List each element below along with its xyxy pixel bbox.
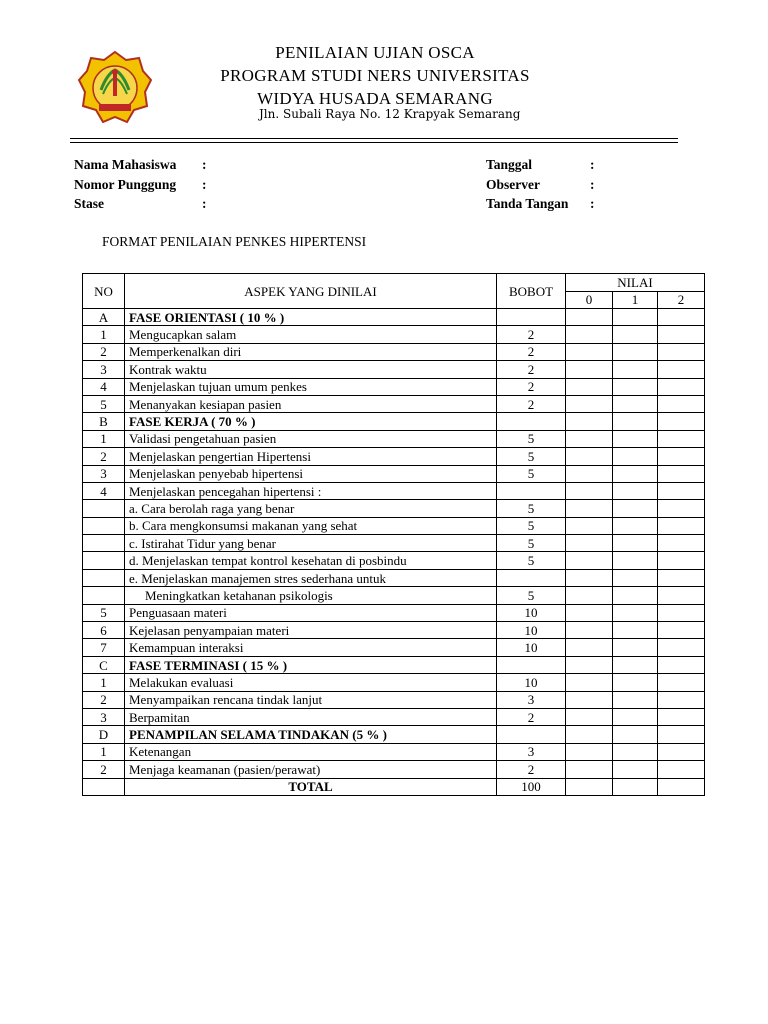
row-bobot: 10 <box>497 622 566 639</box>
row-no <box>83 517 125 534</box>
score-cell-0[interactable] <box>566 639 613 656</box>
score-cell-0[interactable] <box>566 778 613 795</box>
table-row-total <box>83 778 705 795</box>
score-cell-1[interactable] <box>613 535 658 552</box>
row-no: 2 <box>83 448 125 465</box>
row-aspek: FASE TERMINASI ( 15 % ) <box>125 656 497 673</box>
table-row <box>83 622 705 639</box>
score-cell-0[interactable] <box>566 413 613 430</box>
score-cell-2[interactable] <box>658 761 705 778</box>
score-cell-2[interactable] <box>658 309 705 326</box>
score-cell-1[interactable] <box>613 691 658 708</box>
row-no: 1 <box>83 326 125 343</box>
row-no: 2 <box>83 343 125 360</box>
score-cell-2[interactable] <box>658 639 705 656</box>
score-cell-0[interactable] <box>566 552 613 569</box>
score-cell-2[interactable] <box>658 517 705 534</box>
score-cell-2[interactable] <box>658 395 705 412</box>
score-cell-2[interactable] <box>658 656 705 673</box>
row-aspek: Menjelaskan penyebab hipertensi <box>125 465 497 482</box>
table-row <box>83 587 705 604</box>
row-bobot: 2 <box>497 395 566 412</box>
score-cell-1[interactable] <box>613 378 658 395</box>
score-cell-1[interactable] <box>613 517 658 534</box>
table-section-row <box>83 656 705 673</box>
row-bobot: 10 <box>497 604 566 621</box>
row-no: 1 <box>83 674 125 691</box>
score-cell-1[interactable] <box>613 465 658 482</box>
table-row <box>83 569 705 586</box>
score-cell-0[interactable] <box>566 726 613 743</box>
score-cell-1[interactable] <box>613 326 658 343</box>
form-title: FORMAT PENILAIAN PENKES HIPERTENSI <box>102 234 367 249</box>
score-cell-0[interactable] <box>566 482 613 499</box>
score-cell-2[interactable] <box>658 708 705 725</box>
row-no <box>83 552 125 569</box>
header-title-line1: PENILAIAN UJIAN OSCA <box>275 43 475 62</box>
table-row <box>83 517 705 534</box>
table-row <box>83 708 705 725</box>
header-no: NO <box>83 274 125 309</box>
row-no <box>83 587 125 604</box>
row-bobot <box>497 726 566 743</box>
row-bobot: 5 <box>497 535 566 552</box>
university-logo <box>77 50 153 126</box>
row-bobot <box>497 413 566 430</box>
score-cell-2[interactable] <box>658 482 705 499</box>
score-cell-1[interactable] <box>613 726 658 743</box>
row-no: B <box>83 413 125 430</box>
row-aspek: PENAMPILAN SELAMA TINDAKAN (5 % ) <box>125 726 497 743</box>
score-cell-1[interactable] <box>613 413 658 430</box>
table-row <box>83 395 705 412</box>
score-cell-0[interactable] <box>566 761 613 778</box>
row-no: 4 <box>83 482 125 499</box>
row-bobot: 3 <box>497 743 566 760</box>
table-row <box>83 482 705 499</box>
score-cell-2[interactable] <box>658 552 705 569</box>
table-row <box>83 535 705 552</box>
table-row <box>83 378 705 395</box>
row-aspek: Ketenangan <box>125 743 497 760</box>
table-row <box>83 691 705 708</box>
table-row <box>83 604 705 621</box>
assessment-table <box>82 273 705 796</box>
table-row <box>83 465 705 482</box>
score-cell-2[interactable] <box>658 465 705 482</box>
row-aspek: Melakukan evaluasi <box>125 674 497 691</box>
row-no: 4 <box>83 378 125 395</box>
score-cell-0[interactable] <box>566 674 613 691</box>
score-cell-2[interactable] <box>658 604 705 621</box>
score-cell-2[interactable] <box>658 691 705 708</box>
score-cell-2[interactable] <box>658 726 705 743</box>
score-cell-2[interactable] <box>658 622 705 639</box>
row-aspek: Kejelasan penyampaian materi <box>125 622 497 639</box>
score-cell-2[interactable] <box>658 587 705 604</box>
score-cell-0[interactable] <box>566 448 613 465</box>
row-aspek: e. Menjelaskan manajemen stres sederhana untuk <box>125 569 497 586</box>
table-section-row <box>83 413 705 430</box>
row-aspek: Menyampaikan rencana tindak lanjut <box>125 691 497 708</box>
score-cell-1[interactable] <box>613 639 658 656</box>
table-row <box>83 743 705 760</box>
table-section-row <box>83 726 705 743</box>
score-cell-0[interactable] <box>566 587 613 604</box>
row-no: 2 <box>83 761 125 778</box>
row-aspek: Menjelaskan pengertian Hipertensi <box>125 448 497 465</box>
row-aspek: b. Cara mengkonsumsi makanan yang sehat <box>125 517 497 534</box>
row-aspek: Menjelaskan pencegahan hipertensi : <box>125 482 497 499</box>
row-no: D <box>83 726 125 743</box>
score-cell-1[interactable] <box>613 448 658 465</box>
score-cell-1[interactable] <box>613 743 658 760</box>
score-cell-1[interactable] <box>613 552 658 569</box>
field-stase: Stase : <box>74 196 207 211</box>
score-cell-1[interactable] <box>613 656 658 673</box>
score-cell-2[interactable] <box>658 674 705 691</box>
score-cell-1[interactable] <box>613 395 658 412</box>
score-cell-2[interactable] <box>658 778 705 795</box>
score-cell-0[interactable] <box>566 569 613 586</box>
row-bobot: 5 <box>497 448 566 465</box>
table-row <box>83 430 705 447</box>
score-cell-2[interactable] <box>658 569 705 586</box>
row-aspek: Kontrak waktu <box>125 361 497 378</box>
score-cell-2[interactable] <box>658 326 705 343</box>
score-cell-0[interactable] <box>566 378 613 395</box>
score-cell-1[interactable] <box>613 569 658 586</box>
row-aspek: Berpamitan <box>125 708 497 725</box>
row-bobot <box>497 656 566 673</box>
row-aspek: Menjelaskan tujuan umum penkes <box>125 378 497 395</box>
header-nilai-2: 2 <box>658 291 705 309</box>
header-aspek: ASPEK YANG DINILAI <box>125 274 497 309</box>
row-no: 5 <box>83 395 125 412</box>
table-row <box>83 761 705 778</box>
total-bobot: 100 <box>497 778 566 795</box>
score-cell-0[interactable] <box>566 395 613 412</box>
row-no: 5 <box>83 604 125 621</box>
row-aspek: FASE ORIENTASI ( 10 % ) <box>125 309 497 326</box>
header-divider <box>70 138 678 139</box>
score-cell-0[interactable] <box>566 708 613 725</box>
row-no <box>83 535 125 552</box>
score-cell-1[interactable] <box>613 674 658 691</box>
score-cell-1[interactable] <box>613 361 658 378</box>
table-row <box>83 361 705 378</box>
row-aspek: Memperkenalkan diri <box>125 343 497 360</box>
score-cell-0[interactable] <box>566 343 613 360</box>
row-bobot: 2 <box>497 761 566 778</box>
row-no: 3 <box>83 361 125 378</box>
row-aspek: FASE KERJA ( 70 % ) <box>125 413 497 430</box>
score-cell-2[interactable] <box>658 430 705 447</box>
score-cell-1[interactable] <box>613 622 658 639</box>
field-tanda-tangan: Tanda Tangan : <box>486 196 595 211</box>
row-no <box>83 500 125 517</box>
field-observer: Observer : <box>486 177 595 192</box>
row-bobot: 5 <box>497 430 566 447</box>
score-cell-0[interactable] <box>566 465 613 482</box>
score-cell-0[interactable] <box>566 691 613 708</box>
row-aspek: Kemampuan interaksi <box>125 639 497 656</box>
row-bobot: 5 <box>497 500 566 517</box>
row-bobot: 2 <box>497 361 566 378</box>
field-nomor-punggung: Nomor Punggung : <box>74 177 207 192</box>
row-bobot <box>497 482 566 499</box>
score-cell-0[interactable] <box>566 430 613 447</box>
total-label: TOTAL <box>125 778 497 795</box>
row-bobot: 10 <box>497 674 566 691</box>
row-aspek: a. Cara berolah raga yang benar <box>125 500 497 517</box>
score-cell-2[interactable] <box>658 535 705 552</box>
score-cell-2[interactable] <box>658 743 705 760</box>
score-cell-0[interactable] <box>566 535 613 552</box>
score-cell-0[interactable] <box>566 500 613 517</box>
row-bobot: 5 <box>497 517 566 534</box>
score-cell-2[interactable] <box>658 413 705 430</box>
score-cell-2[interactable] <box>658 500 705 517</box>
row-bobot: 2 <box>497 326 566 343</box>
score-cell-0[interactable] <box>566 309 613 326</box>
header-title-line2: PROGRAM STUDI NERS UNIVERSITAS <box>220 66 530 85</box>
row-aspek: Meningkatkan ketahanan psikologis <box>125 587 497 604</box>
score-cell-1[interactable] <box>613 343 658 360</box>
row-bobot: 5 <box>497 552 566 569</box>
header-nilai-1: 1 <box>613 291 658 309</box>
score-cell-1[interactable] <box>613 761 658 778</box>
score-cell-1[interactable] <box>613 778 658 795</box>
score-cell-1[interactable] <box>613 430 658 447</box>
field-tanggal: Tanggal : <box>486 157 595 172</box>
row-aspek: c. Istirahat Tidur yang benar <box>125 535 497 552</box>
row-no: 3 <box>83 708 125 725</box>
table-row <box>83 326 705 343</box>
score-cell-1[interactable] <box>613 708 658 725</box>
score-cell-2[interactable] <box>658 343 705 360</box>
row-aspek: Menanyakan kesiapan pasien <box>125 395 497 412</box>
row-bobot: 2 <box>497 708 566 725</box>
table-row <box>83 639 705 656</box>
header-divider-double <box>70 142 678 143</box>
table-row <box>83 343 705 360</box>
score-cell-1[interactable] <box>613 482 658 499</box>
score-cell-2[interactable] <box>658 378 705 395</box>
score-cell-1[interactable] <box>613 604 658 621</box>
row-no: A <box>83 309 125 326</box>
table-row <box>83 500 705 517</box>
row-no: 6 <box>83 622 125 639</box>
score-cell-0[interactable] <box>566 604 613 621</box>
row-bobot: 2 <box>497 343 566 360</box>
score-cell-2[interactable] <box>658 448 705 465</box>
score-cell-0[interactable] <box>566 743 613 760</box>
row-no: 1 <box>83 430 125 447</box>
table-row <box>83 552 705 569</box>
row-aspek: Validasi pengetahuan pasien <box>125 430 497 447</box>
table-body <box>83 309 705 779</box>
row-no: 7 <box>83 639 125 656</box>
row-no: 3 <box>83 465 125 482</box>
total-no <box>83 778 125 795</box>
row-no: 1 <box>83 743 125 760</box>
table-row <box>83 448 705 465</box>
row-bobot: 5 <box>497 465 566 482</box>
score-cell-0[interactable] <box>566 622 613 639</box>
header-nilai: NILAI <box>566 274 705 292</box>
row-aspek: Penguasaan materi <box>125 604 497 621</box>
table-section-row <box>83 309 705 326</box>
row-bobot: 2 <box>497 378 566 395</box>
score-cell-1[interactable] <box>613 587 658 604</box>
score-cell-1[interactable] <box>613 500 658 517</box>
row-no: 2 <box>83 691 125 708</box>
score-cell-2[interactable] <box>658 361 705 378</box>
row-bobot: 10 <box>497 639 566 656</box>
row-aspek: Menjaga keamanan (pasien/perawat) <box>125 761 497 778</box>
row-bobot <box>497 309 566 326</box>
score-cell-0[interactable] <box>566 326 613 343</box>
row-bobot <box>497 569 566 586</box>
row-bobot: 3 <box>497 691 566 708</box>
header-bobot: BOBOT <box>497 274 566 309</box>
header-nilai-0: 0 <box>566 291 613 309</box>
row-no <box>83 569 125 586</box>
table-row <box>83 674 705 691</box>
score-cell-0[interactable] <box>566 656 613 673</box>
header-title-line3: WIDYA HUSADA SEMARANG <box>257 89 493 108</box>
score-cell-0[interactable] <box>566 361 613 378</box>
score-cell-0[interactable] <box>566 517 613 534</box>
row-aspek: Mengucapkan salam <box>125 326 497 343</box>
row-no: C <box>83 656 125 673</box>
field-nama-mahasiswa: Nama Mahasiswa : <box>74 157 207 172</box>
score-cell-1[interactable] <box>613 309 658 326</box>
row-bobot: 5 <box>497 587 566 604</box>
header-address: Jln. Subali Raya No. 12 Krapyak Semarang <box>259 107 521 121</box>
row-aspek: d. Menjelaskan tempat kontrol kesehatan di posbindu <box>125 552 497 569</box>
